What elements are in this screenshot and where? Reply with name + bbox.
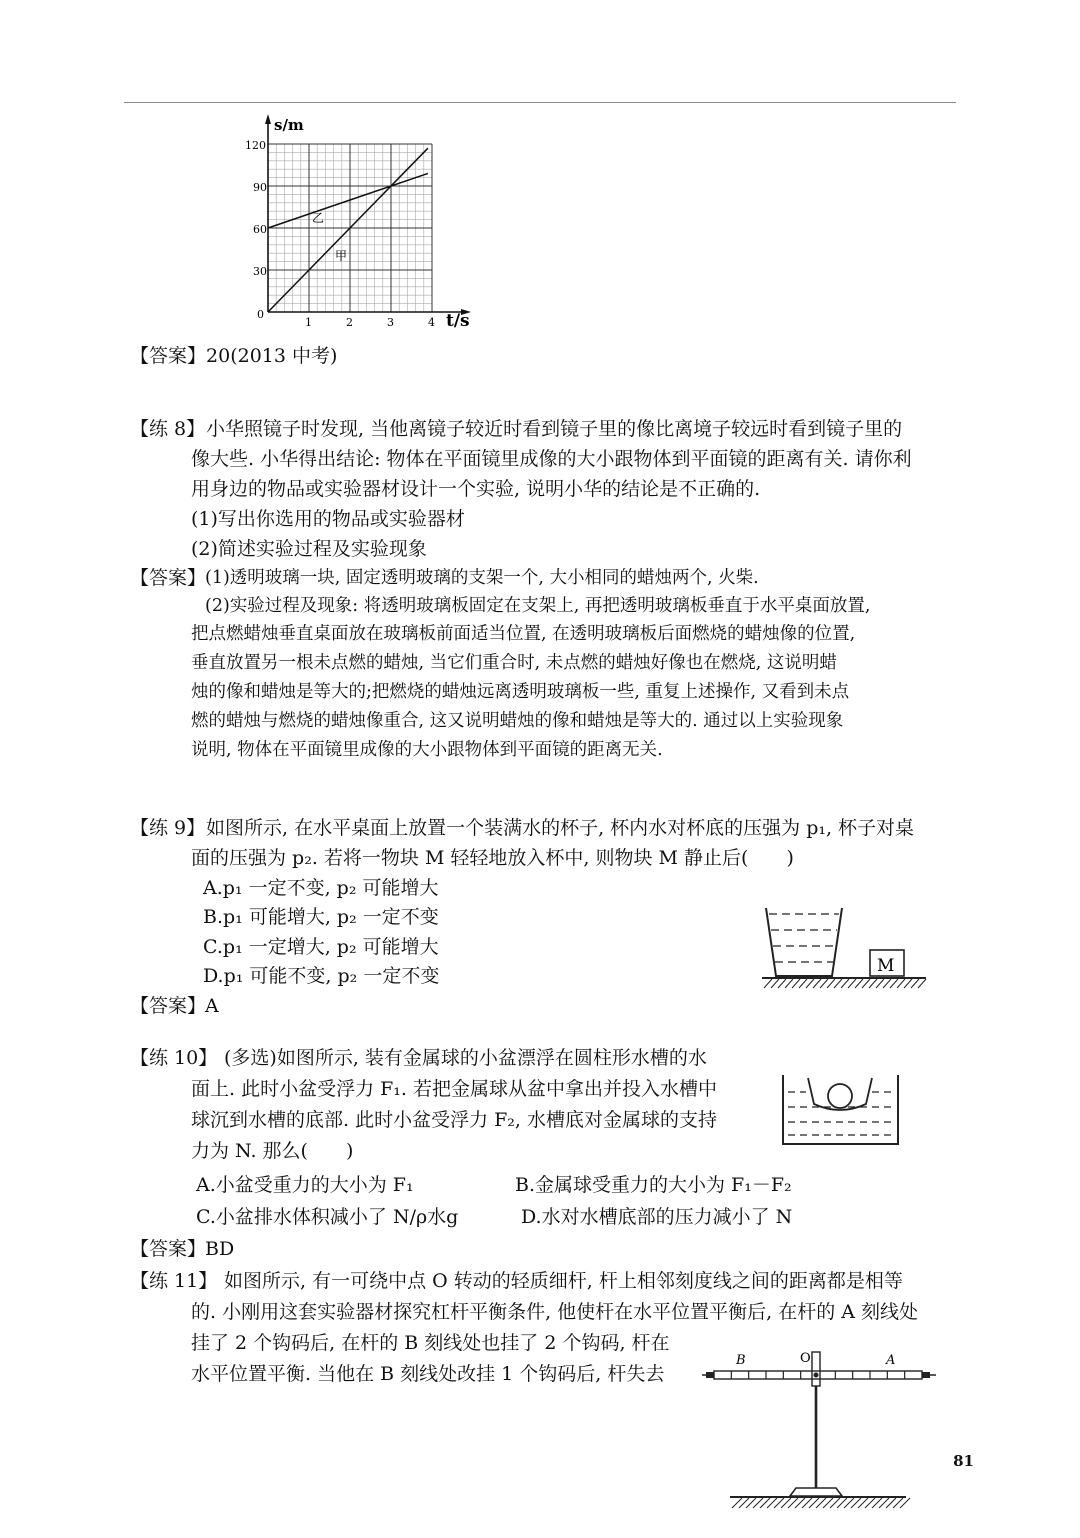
hatch-line [897, 979, 905, 988]
q10-line: 面上. 此时小盆受浮力 F₁. 若把金属球从盆中拿出并投入水槽中 [191, 1078, 717, 1100]
cup-outline [766, 908, 842, 976]
q8-answer-line: 烛的像和蜡烛是等大的;把燃烧的蜡烛远离透明玻璃板一些, 重复上述操作, 又看到未点 [191, 682, 850, 702]
q10-line: 力为 N. 那么( ) [191, 1140, 354, 1162]
q8-answer-line: 说明, 物体在平面镜里成像的大小跟物体到平面镜的距离无关. [191, 740, 663, 760]
support-base [790, 1488, 842, 1496]
basin-figure [780, 1072, 902, 1150]
hatch-line [799, 979, 807, 988]
cup-figure [758, 900, 934, 992]
label-o: O [800, 1351, 811, 1366]
q10-option-b: B.金属球受重力的大小为 F₁－F₂ [515, 1174, 792, 1196]
hatch-line [813, 979, 821, 988]
hatch-line [918, 979, 926, 988]
hatch-line [771, 979, 779, 988]
hatch-line [862, 979, 870, 988]
hatch-line [827, 979, 835, 988]
label-a: A [886, 1353, 896, 1368]
y-tick-label: 120 [245, 139, 266, 152]
q8-answer-line: 垂直放置另一根未点燃的蜡烛, 当它们重合时, 未点燃的蜡烛好像也在燃烧, 这说明蜡 [191, 653, 837, 673]
hatch-line [841, 979, 849, 988]
label-b: B [736, 1353, 746, 1368]
ground-hatching [732, 1498, 910, 1508]
y-tick-label: 30 [253, 265, 267, 278]
q8-line: (1)写出你选用的物品或实验器材 [191, 508, 465, 530]
q8-answer-line: (1)透明玻璃一块, 固定透明玻璃的支架一个, 大小相同的蜡烛两个, 火柴. [205, 568, 759, 588]
q11-line: 的. 小刚用这套实验器材探究杠杆平衡条件, 他使杆在水平位置平衡后, 在杆的 A 刻线处 [191, 1301, 919, 1323]
page-number: 81 [953, 1452, 974, 1470]
hatch-line [869, 979, 877, 988]
hatch-line [764, 979, 772, 988]
q8-tag: 【练 8】 [130, 418, 206, 440]
q10-option-d: D.水对水槽底部的压力减小了 N [521, 1206, 793, 1228]
q8-answer-tag: 【答案】 [130, 567, 207, 589]
y-axis-arrow [265, 114, 271, 124]
series-line-jia [268, 148, 428, 312]
q9-answer-tag: 【答案】 [130, 995, 207, 1017]
hatch-line [876, 979, 884, 988]
prev-answer [130, 344, 337, 368]
answer-text: 20(2013 中考) [206, 345, 338, 367]
q9-line: 如图所示, 在水平桌面上放置一个装满水的杯子, 杯内水对杯底的压强为 p₁, 杯子对桌 [206, 817, 915, 839]
hatch-line [792, 979, 800, 988]
q8-line: 用身边的物品或实验器材设计一个实验, 说明小华的结论是不正确的. [191, 478, 761, 500]
lever-figure [700, 1344, 940, 1516]
q9-option-a: A.p₁ 一定不变, p₂ 可能增大 [203, 877, 439, 899]
q11-line: 水平位置平衡. 当他在 B 刻线处改挂 1 个钩码后, 杆失去 [191, 1363, 665, 1385]
table-hatching [764, 979, 926, 988]
q8-answer-line: 燃的蜡烛与燃烧的蜡烛像重合, 这又说明蜡烛的像和蜡烛是等大的. 通过以上实验现象 [191, 711, 844, 731]
st-graph [240, 112, 490, 334]
x-axis-label: t/s [446, 311, 470, 331]
hatch-line [785, 979, 793, 988]
q10-option-a: A.小盆受重力的大小为 F₁ [196, 1174, 414, 1196]
answer-tag: 【答案】 [130, 345, 207, 367]
left-knob [706, 1372, 714, 1378]
series-label-jia: 甲 [335, 249, 348, 263]
hatch-line [904, 979, 912, 988]
cup-water [769, 914, 839, 962]
q10-option-c: C.小盆排水体积减小了 N/ρ水g [196, 1206, 459, 1228]
graph-series [268, 148, 428, 312]
x-tick-label: 1 [305, 316, 312, 329]
q9-line: 面的压强为 p₂. 若将一物块 M 轻轻地放入杯中, 则物块 M 静止后( ) [191, 847, 794, 869]
hatch-line [834, 979, 842, 988]
header-rule [124, 102, 956, 103]
q10-line: 球沉到水槽的底部. 此时小盆受浮力 F₂, 水槽底对金属球的支持 [191, 1109, 717, 1131]
hatch-line [848, 979, 856, 988]
q11-tag: 【练 11】 [130, 1270, 218, 1292]
x-tick-label: 4 [428, 316, 435, 329]
q8-answer-line: (2)实验过程及现象: 将透明玻璃板固定在支架上, 再把透明玻璃板垂直于水平桌面放置, [205, 596, 871, 616]
x-tick-label: 2 [346, 316, 353, 329]
metal-ball [828, 1084, 852, 1108]
x-tick-label: 3 [387, 316, 394, 329]
hatch-line [890, 979, 898, 988]
y-tick-label: 60 [253, 223, 267, 236]
q9-option-b: B.p₁ 可能增大, p₂ 一定不变 [203, 906, 439, 928]
hatch-line [806, 979, 814, 988]
y-tick-label: 90 [253, 181, 267, 194]
hatch-line [778, 979, 786, 988]
q11-line: 如图所示, 有一可绕中点 O 转动的轻质细杆, 杆上相邻刻度线之间的距离都是相等 [224, 1270, 903, 1292]
q8-line: 像大些. 小华得出结论: 物体在平面镜里成像的大小跟物体到平面镜的距离有关. 请你利 [191, 448, 912, 470]
q8-line: 小华照镜子时发现, 当他离镜子较近时看到镜子里的像比离境子较远时看到镜子里的 [206, 418, 903, 440]
q8-answer-line: 把点燃蜡烛垂直桌面放在玻璃板前面适当位置, 在透明玻璃板后面燃烧的蜡烛像的位置, [191, 624, 856, 644]
pivot-point [814, 1373, 819, 1378]
q8-line: (2)简述实验过程及实验现象 [191, 538, 427, 560]
hatch-line [911, 979, 919, 988]
q9-answer: A [205, 995, 219, 1017]
right-knob [922, 1372, 930, 1378]
q9-option-d: D.p₁ 可能不变, p₂ 一定不变 [203, 965, 440, 987]
hatch-line [820, 979, 828, 988]
q10-tag: 【练 10】 [130, 1047, 218, 1069]
q11-line: 挂了 2 个钩码后, 在杆的 B 刻线处也挂了 2 个钩码, 杆在 [191, 1332, 670, 1354]
y-axis-label: s/m [274, 116, 304, 134]
q10-line: (多选)如图所示, 装有金属球的小盆漂浮在圆柱形水槽的水 [224, 1047, 707, 1069]
q9-tag: 【练 9】 [130, 817, 206, 839]
series-label-yi: 乙 [312, 211, 325, 225]
q9-option-c: C.p₁ 一定增大, p₂ 可能增大 [203, 936, 439, 958]
block-m-label: M [877, 956, 895, 976]
y-tick-label: 0 [257, 308, 264, 321]
q10-answer: BD [205, 1238, 235, 1260]
hatch-line [855, 979, 863, 988]
hatch-line [883, 979, 891, 988]
pivot-bracket [812, 1352, 820, 1386]
q10-answer-tag: 【答案】 [130, 1238, 207, 1260]
